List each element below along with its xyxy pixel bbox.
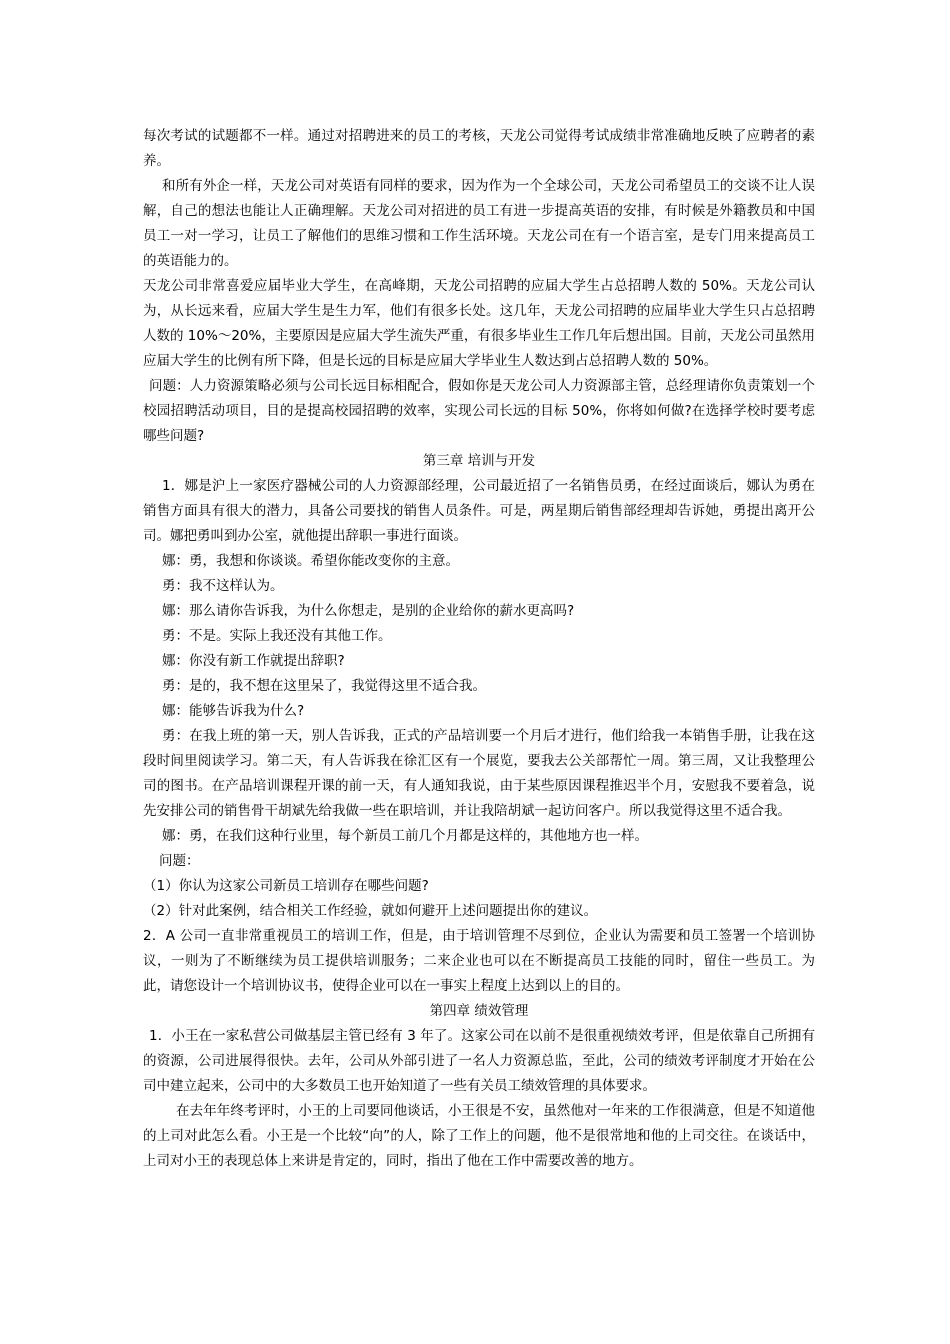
dialogue-line: 娜：勇，在我们这种行业里，每个新员工前几个月都是这样的，其他地方也一样。 bbox=[162, 828, 648, 844]
dialogue-line: 娜：你没有新工作就提出辞职? bbox=[162, 653, 345, 669]
paragraph: 每次考试的试题都不一样。通过对招聘进来的员工的考核，天龙公司觉得考试成绩非常准确地反映了应聘者的素养。 bbox=[143, 128, 815, 169]
dialogue-line: 娜：那么请你告诉我，为什么你想走，是别的企业给你的薪水更高吗? bbox=[162, 603, 575, 619]
chapter-heading: 第三章 培训与开发 bbox=[422, 453, 536, 469]
paragraph: 1．娜是沪上一家医疗器械公司的人力资源部经理，公司最近招了一名销售员勇，在经过面谈后，娜认为勇在销售方面具有很大的潜力，具备公司要找的销售人员条件。可是，两星期后销售部经理却告诉她，勇提出离开公司。娜把勇叫到办公室，就他提出辞职一事进行面谈。 bbox=[143, 478, 815, 544]
paragraph: 1．小王在一家私营公司做基层主管已经有 3 年了。这家公司在以前不是很重视绩效考评，但是依靠自己所拥有的资源，公司进展得很快。去年，公司从外部引进了一名人力资源总监，至此，公司的绩效考评制度才开始在公司中建立起来，公司中的大多数员工也开始知道了一些有关员工绩效管理的具体要求。 bbox=[143, 1028, 815, 1094]
paragraph: 天龙公司非常喜爱应届毕业大学生，在高峰期，天龙公司招聘的应届大学生占总招聘人数的 50%。天龙公司认为，从长远来看，应届大学生是生力军，他们有很多长处。这几年，天龙公司招聘的应届毕业大学生只占总招聘人数的 10%～20%，主要原因是应届大学生流失严重，有很多毕业生工作几年后想出国。目前，天龙公司虽然用应届大学生的比例有所下降，但是长远的目标是应届大学毕业生人数达到占总招聘人数的 50%。 bbox=[143, 278, 815, 369]
dialogue-line: 勇：我不这样认为。 bbox=[162, 578, 284, 594]
question-label: 问题： bbox=[159, 853, 200, 869]
dialogue-line: 娜：能够告诉我为什么? bbox=[162, 703, 305, 719]
question-item: （1）你认为这家公司新员工培训存在哪些问题? bbox=[143, 878, 429, 894]
paragraph: 在去年年终考评时，小王的上司要同他谈话，小王很是不安，虽然他对一年来的工作很满意，但是不知道他的上司对此怎么看。小王是一个比较“向”的人，除了工作上的问题，他不是很常地和他的上司交往。在谈话中，上司对小王的表现总体上来讲是肯定的，同时，指出了他在工作中需要改善的地方。 bbox=[143, 1103, 815, 1169]
question-paragraph: 问题：人力资源策略必须与公司长远目标相配合，假如你是天龙公司人力资源部主管，总经理请你负责策划一个校园招聘活动项目，目的是提高校园招聘的效率，实现公司长远的目标 50%，你将如何做?在选择学校时要考虑哪些问题? bbox=[143, 378, 815, 444]
paragraph: 2．A 公司一直非常重视员工的培训工作，但是，由于培训管理不尽到位，企业认为需要和员工签署一个培训协议，一则为了不断继续为员工提供培训服务；二来企业也可以在不断提高员工技能的同时，留住一些员工。为此，请您设计一个培训协议书，使得企业可以在一事实上程度上达到以上的目的。 bbox=[143, 928, 815, 994]
dialogue-line: 娜：勇，我想和你谈谈。希望你能改变你的主意。 bbox=[162, 553, 459, 569]
document-body bbox=[143, 124, 815, 1174]
chapter-heading: 第四章 绩效管理 bbox=[429, 1003, 529, 1019]
paragraph: 和所有外企一样，天龙公司对英语有同样的要求，因为作为一个全球公司，天龙公司希望员工的交谈不让人误解，自己的想法也能让人正确理解。天龙公司对招进的员工有进一步提高英语的安排，有时候是外籍教员和中国员工一对一学习，让员工了解他们的思维习惯和工作生活环境。天龙公司在有一个语言室，是专门用来提高员工的英语能力的。 bbox=[143, 178, 815, 269]
dialogue-line: 勇：不是。实际上我还没有其他工作。 bbox=[162, 628, 392, 644]
question-item: （2）针对此案例，结合相关工作经验，就如何避开上述问题提出你的建议。 bbox=[143, 903, 598, 919]
dialogue-line: 勇：是的，我不想在这里呆了，我觉得这里不适合我。 bbox=[162, 678, 486, 694]
dialogue-line: 勇：在我上班的第一天，别人告诉我，正式的产品培训要一个月后才进行，他们给我一本销售手册，让我在这段时间里阅读学习。第二天，有人告诉我在徐汇区有一个展览，要我去公关部帮忙一周。第三周，又让我整理公司的图书。在产品培训课程开课的前一天，有人通知我说，由于某些原因课程推迟半个月，安慰我不要着急，说先安排公司的销售骨干胡斌先给我做一些在职培训，并让我陪胡斌一起访问客户。所以我觉得这里不适合我。 bbox=[143, 728, 815, 819]
